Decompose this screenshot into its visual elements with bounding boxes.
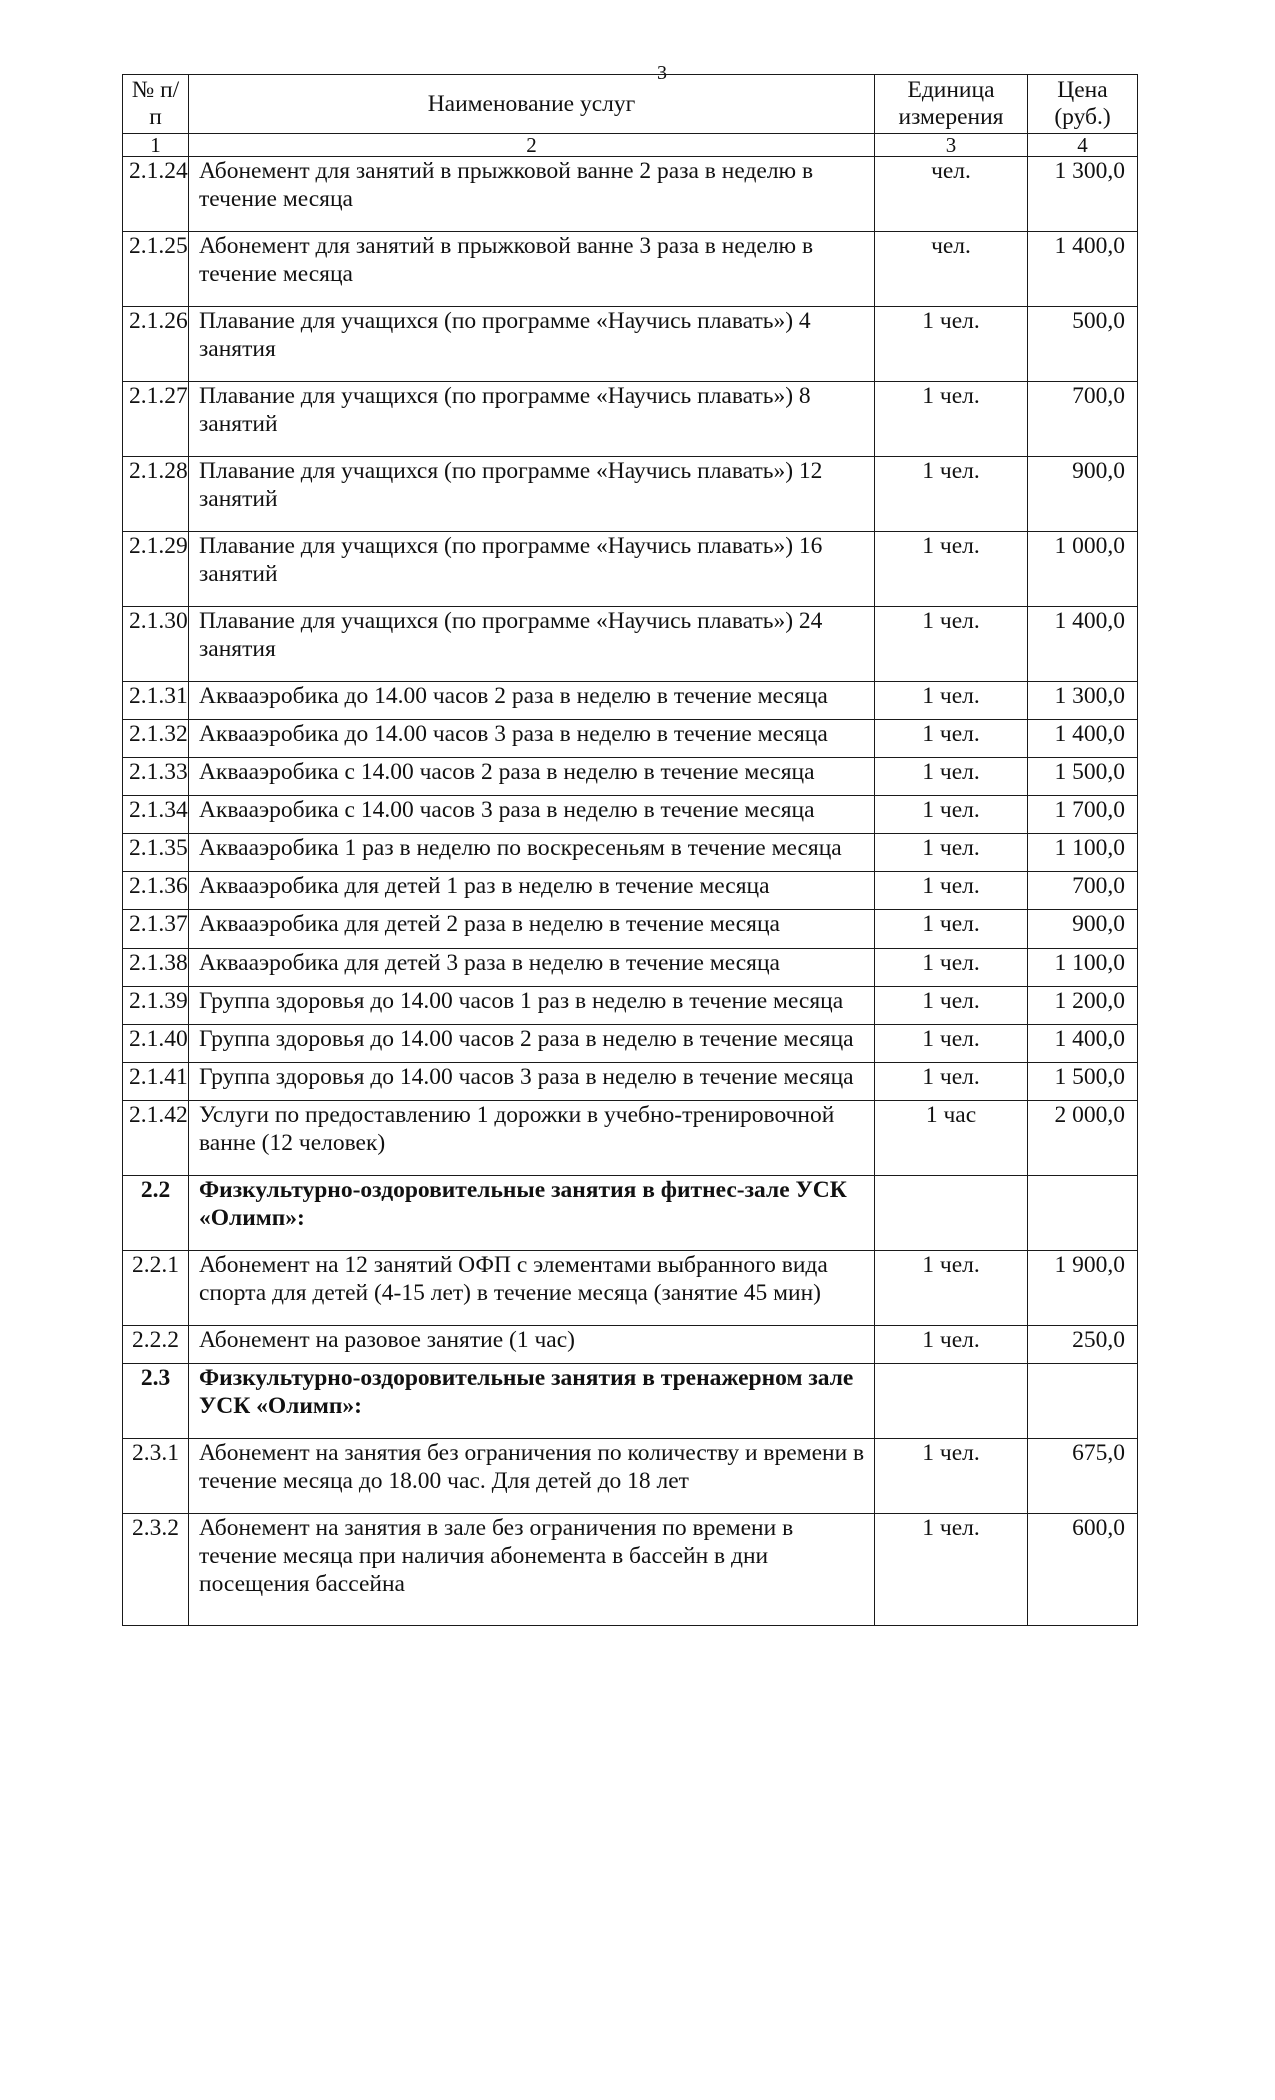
unit-of-measure: 1 чел. xyxy=(875,948,1028,986)
unit-of-measure: 1 чел. xyxy=(875,1062,1028,1100)
unit-of-measure: 1 чел. xyxy=(875,719,1028,757)
price-value: 1 100,0 xyxy=(1028,948,1138,986)
price-value: 500,0 xyxy=(1028,306,1138,381)
unit-of-measure: 1 чел. xyxy=(875,796,1028,834)
unit-of-measure: 1 час xyxy=(875,1101,1028,1176)
row-number: 2.1.35 xyxy=(123,834,189,872)
service-name: Группа здоровья до 14.00 часов 1 раз в неделю в течение месяца xyxy=(189,986,875,1024)
service-name: Абонемент на разовое занятие (1 час) xyxy=(189,1325,875,1363)
table-row xyxy=(123,231,1138,306)
table-row xyxy=(123,531,1138,606)
service-name: Аквааэробика для детей 2 раза в неделю в течение месяца xyxy=(189,910,875,948)
table-row xyxy=(123,910,1138,948)
row-number: 2.1.25 xyxy=(123,231,189,306)
table-row xyxy=(123,381,1138,456)
unit-of-measure xyxy=(875,1176,1028,1251)
unit-of-measure xyxy=(875,1364,1028,1439)
service-name: Плавание для учащихся (по программе «Научись плавать») 4 занятия xyxy=(189,306,875,381)
table-row xyxy=(123,1062,1138,1100)
row-number: 2.2.2 xyxy=(123,1325,189,1363)
unit-of-measure: чел. xyxy=(875,231,1028,306)
service-name: Плавание для учащихся (по программе «Научись плавать») 12 занятий xyxy=(189,456,875,531)
row-number: 2.3.2 xyxy=(123,1513,189,1625)
price-value: 675,0 xyxy=(1028,1438,1138,1513)
price-value: 250,0 xyxy=(1028,1325,1138,1363)
unit-of-measure: 1 чел. xyxy=(875,834,1028,872)
header-row xyxy=(123,75,1138,134)
row-number: 2.1.34 xyxy=(123,796,189,834)
row-number: 2.1.28 xyxy=(123,456,189,531)
column-index: 2 xyxy=(189,134,875,157)
row-number: 2.1.24 xyxy=(123,157,189,232)
column-index: 1 xyxy=(123,134,189,157)
table-row xyxy=(123,1513,1138,1625)
price-value: 1 100,0 xyxy=(1028,834,1138,872)
service-name: Плавание для учащихся (по программе «Научись плавать») 24 занятия xyxy=(189,606,875,681)
service-name: Абонемент на занятия в зале без ограничения по времени в течение месяца при наличия абонемента в бассейн в дни посещения бассейна xyxy=(189,1513,875,1625)
table-row xyxy=(123,456,1138,531)
unit-of-measure: 1 чел. xyxy=(875,986,1028,1024)
service-name: Абонемент для занятий в прыжковой ванне 2 раза в неделю в течение месяца xyxy=(189,157,875,232)
row-number: 2.2 xyxy=(123,1176,189,1251)
unit-of-measure: 1 чел. xyxy=(875,381,1028,456)
price-value xyxy=(1028,1364,1138,1439)
unit-of-measure: 1 чел. xyxy=(875,910,1028,948)
service-name: Плавание для учащихся (по программе «Научись плавать») 8 занятий xyxy=(189,381,875,456)
price-value: 700,0 xyxy=(1028,872,1138,910)
table-row xyxy=(123,796,1138,834)
price-value: 1 900,0 xyxy=(1028,1250,1138,1325)
row-number: 2.1.39 xyxy=(123,986,189,1024)
unit-of-measure: 1 чел. xyxy=(875,1325,1028,1363)
unit-of-measure: 1 чел. xyxy=(875,1438,1028,1513)
service-name: Абонемент на занятия без ограничения по количеству и времени в течение месяца до 18.00 час. Для детей до 18 лет xyxy=(189,1438,875,1513)
row-number: 2.1.40 xyxy=(123,1024,189,1062)
service-name: Аквааэробика с 14.00 часов 2 раза в неделю в течение месяца xyxy=(189,757,875,795)
column-index: 4 xyxy=(1028,134,1138,157)
unit-of-measure: чел. xyxy=(875,157,1028,232)
section-row xyxy=(123,1176,1138,1251)
table-row xyxy=(123,1250,1138,1325)
row-number: 2.1.33 xyxy=(123,757,189,795)
service-name: Аквааэробика для детей 1 раз в неделю в течение месяца xyxy=(189,872,875,910)
row-number: 2.1.26 xyxy=(123,306,189,381)
unit-of-measure: 1 чел. xyxy=(875,872,1028,910)
header-name: Наименование услуг xyxy=(189,75,875,134)
row-number: 2.1.32 xyxy=(123,719,189,757)
price-value: 900,0 xyxy=(1028,910,1138,948)
table-row xyxy=(123,606,1138,681)
row-number: 2.1.37 xyxy=(123,910,189,948)
row-number: 2.3.1 xyxy=(123,1438,189,1513)
row-number: 2.1.41 xyxy=(123,1062,189,1100)
service-name: Абонемент для занятий в прыжковой ванне 3 раза в неделю в течение месяца xyxy=(189,231,875,306)
service-name: Группа здоровья до 14.00 часов 3 раза в неделю в течение месяца xyxy=(189,1062,875,1100)
price-value: 700,0 xyxy=(1028,381,1138,456)
price-value: 1 400,0 xyxy=(1028,606,1138,681)
service-name: Плавание для учащихся (по программе «Научись плавать») 16 занятий xyxy=(189,531,875,606)
table-row xyxy=(123,757,1138,795)
unit-of-measure: 1 чел. xyxy=(875,456,1028,531)
unit-of-measure: 1 чел. xyxy=(875,757,1028,795)
row-number: 2.1.29 xyxy=(123,531,189,606)
unit-of-measure: 1 чел. xyxy=(875,1024,1028,1062)
row-number: 2.1.42 xyxy=(123,1101,189,1176)
service-name: Физкультурно-оздоровительные занятия в фитнес-зале УСК «Олимп»: xyxy=(189,1176,875,1251)
price-value: 1 500,0 xyxy=(1028,1062,1138,1100)
price-value: 1 400,0 xyxy=(1028,719,1138,757)
service-name: Аквааэробика с 14.00 часов 3 раза в неделю в течение месяца xyxy=(189,796,875,834)
price-value: 1 400,0 xyxy=(1028,231,1138,306)
service-name: Аквааэробика до 14.00 часов 3 раза в неделю в течение месяца xyxy=(189,719,875,757)
table-row xyxy=(123,306,1138,381)
price-value: 2 000,0 xyxy=(1028,1101,1138,1176)
table-row xyxy=(123,1325,1138,1363)
service-name: Аквааэробика до 14.00 часов 2 раза в неделю в течение месяца xyxy=(189,681,875,719)
table-row xyxy=(123,834,1138,872)
row-number: 2.1.31 xyxy=(123,681,189,719)
table-row xyxy=(123,1101,1138,1176)
table-row xyxy=(123,948,1138,986)
page-number: 3 xyxy=(657,62,667,84)
table-body xyxy=(123,157,1138,1626)
table-row xyxy=(123,681,1138,719)
column-index-row xyxy=(123,134,1138,157)
table-row xyxy=(123,872,1138,910)
price-value: 600,0 xyxy=(1028,1513,1138,1625)
price-value: 1 700,0 xyxy=(1028,796,1138,834)
row-number: 2.1.27 xyxy=(123,381,189,456)
service-name: Группа здоровья до 14.00 часов 2 раза в неделю в течение месяца xyxy=(189,1024,875,1062)
table-row xyxy=(123,719,1138,757)
service-name: Услуги по предоставлению 1 дорожки в учебно-тренировочной ванне (12 человек) xyxy=(189,1101,875,1176)
row-number: 2.1.30 xyxy=(123,606,189,681)
price-value: 1 300,0 xyxy=(1028,157,1138,232)
row-number: 2.3 xyxy=(123,1364,189,1439)
price-value: 1 300,0 xyxy=(1028,681,1138,719)
unit-of-measure: 1 чел. xyxy=(875,1513,1028,1625)
table-row xyxy=(123,157,1138,232)
service-name: Физкультурно-оздоровительные занятия в тренажерном зале УСК «Олимп»: xyxy=(189,1364,875,1439)
service-name: Абонемент на 12 занятий ОФП с элементами выбранного вида спорта для детей (4-15 лет) в течение месяца (занятие 45 мин) xyxy=(189,1250,875,1325)
row-number: 2.2.1 xyxy=(123,1250,189,1325)
price-value: 1 200,0 xyxy=(1028,986,1138,1024)
unit-of-measure: 1 чел. xyxy=(875,606,1028,681)
unit-of-measure: 1 чел. xyxy=(875,531,1028,606)
table-row xyxy=(123,1438,1138,1513)
row-number: 2.1.36 xyxy=(123,872,189,910)
unit-of-measure: 1 чел. xyxy=(875,1250,1028,1325)
header-unit: Единица измерения xyxy=(875,75,1028,134)
header-price: Цена (руб.) xyxy=(1028,75,1138,134)
table-row xyxy=(123,1024,1138,1062)
price-value: 1 400,0 xyxy=(1028,1024,1138,1062)
column-index: 3 xyxy=(875,134,1028,157)
price-value: 1 000,0 xyxy=(1028,531,1138,606)
table-row xyxy=(123,986,1138,1024)
row-number: 2.1.38 xyxy=(123,948,189,986)
unit-of-measure: 1 чел. xyxy=(875,681,1028,719)
header-num: № п/п xyxy=(123,75,189,134)
unit-of-measure: 1 чел. xyxy=(875,306,1028,381)
price-value: 900,0 xyxy=(1028,456,1138,531)
section-row xyxy=(123,1364,1138,1439)
price-value xyxy=(1028,1176,1138,1251)
service-name: Аквааэробика 1 раз в неделю по воскресеньям в течение месяца xyxy=(189,834,875,872)
price-value: 1 500,0 xyxy=(1028,757,1138,795)
service-name: Аквааэробика для детей 3 раза в неделю в течение месяца xyxy=(189,948,875,986)
price-table xyxy=(122,74,1138,1626)
